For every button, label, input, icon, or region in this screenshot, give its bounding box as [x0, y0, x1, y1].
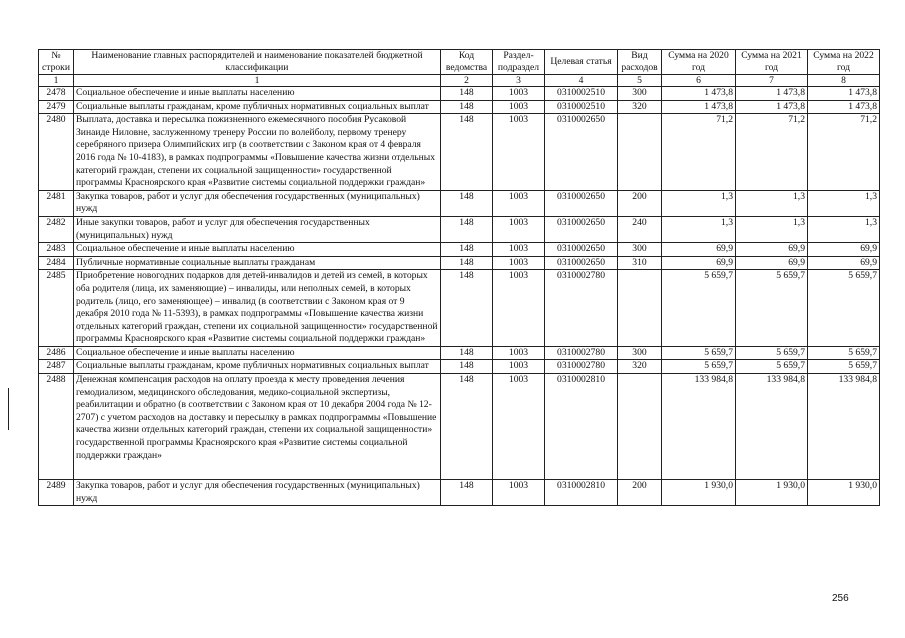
sum-2020: 1 930,0 — [662, 480, 736, 506]
expense-type — [618, 374, 662, 480]
row-number: 2482 — [39, 216, 74, 242]
sum-2022: 1 930,0 — [808, 480, 880, 506]
sum-2022: 1 473,8 — [808, 87, 880, 101]
expense-type: 200 — [618, 480, 662, 506]
target-article: 0310002510 — [545, 87, 618, 101]
expense-type: 200 — [618, 190, 662, 216]
row-number: 2489 — [39, 480, 74, 506]
expense-type: 310 — [618, 256, 662, 270]
table-row — [39, 346, 880, 360]
expense-type: 300 — [618, 243, 662, 257]
row-description: Социальное обеспечение и иные выплаты населению — [74, 243, 441, 257]
header-sum-2022: Сумма на 2022 год — [808, 50, 880, 75]
section-code: 1003 — [493, 243, 545, 257]
target-article: 0310002650 — [545, 256, 618, 270]
dept-code: 148 — [441, 346, 493, 360]
section-code: 1003 — [493, 87, 545, 101]
sum-2022: 5 659,7 — [808, 346, 880, 360]
sum-2021: 1 473,8 — [736, 100, 808, 114]
section-code: 1003 — [493, 216, 545, 242]
target-article: 0310002650 — [545, 243, 618, 257]
column-index: 2 — [441, 75, 493, 87]
target-article: 0310002650 — [545, 190, 618, 216]
sum-2020: 1 473,8 — [662, 100, 736, 114]
sum-2020: 69,9 — [662, 243, 736, 257]
column-index: 7 — [736, 75, 808, 87]
sum-2021: 1,3 — [736, 190, 808, 216]
sum-2022: 69,9 — [808, 256, 880, 270]
row-number: 2478 — [39, 87, 74, 101]
column-index: 4 — [545, 75, 618, 87]
sum-2020: 1,3 — [662, 190, 736, 216]
row-description: Иные закупки товаров, работ и услуг для обеспечения государственных (муниципальных) нужд — [74, 216, 441, 242]
target-article: 0310002810 — [545, 374, 618, 480]
dept-code: 148 — [441, 87, 493, 101]
sum-2021: 5 659,7 — [736, 360, 808, 374]
row-description: Социальное обеспечение и иные выплаты населению — [74, 346, 441, 360]
row-number: 2483 — [39, 243, 74, 257]
row-description: Закупка товаров, работ и услуг для обеспечения государственных (муниципальных) нужд — [74, 480, 441, 506]
table-row — [39, 256, 880, 270]
target-article: 0310002780 — [545, 346, 618, 360]
dept-code: 148 — [441, 216, 493, 242]
table-row — [39, 243, 880, 257]
dept-code: 148 — [441, 480, 493, 506]
column-index-row — [39, 75, 880, 87]
section-code: 1003 — [493, 270, 545, 347]
table-row — [39, 270, 880, 347]
expense-type: 300 — [618, 346, 662, 360]
target-article: 0310002650 — [545, 216, 618, 242]
row-description: Приобретение новогодних подарков для детей-инвалидов и детей из семей, в которых оба родителя (лица, их заменяющие) – инвалиды, или неполных семей, в которых родитель (лицо, его заменяющее) – инвалид (в соответствии с Законом края от 9 декабря 2010 года № 11-5393), в рамках подпрограммы «Повышение качества жизни отдельных категорий граждан, степени их социальной защищенности» государственной программы Красноярского края «Развитие системы социальной поддержки граждан» — [74, 270, 441, 347]
section-code: 1003 — [493, 256, 545, 270]
expense-type — [618, 114, 662, 191]
row-description: Публичные нормативные социальные выплаты гражданам — [74, 256, 441, 270]
header-dept-code: Код ведомства — [441, 50, 493, 75]
sum-2021: 5 659,7 — [736, 346, 808, 360]
header-name: Наименование главных распорядителей и наименование показателей бюджетной классификации — [74, 50, 441, 75]
sum-2020: 69,9 — [662, 256, 736, 270]
row-number: 2479 — [39, 100, 74, 114]
header-section: Раздел-подраздел — [493, 50, 545, 75]
row-description: Социальные выплаты гражданам, кроме публичных нормативных социальных выплат — [74, 360, 441, 374]
row-number: 2485 — [39, 270, 74, 347]
sum-2022: 5 659,7 — [808, 360, 880, 374]
row-description: Социальные выплаты гражданам, кроме публичных нормативных социальных выплат — [74, 100, 441, 114]
header-row — [39, 50, 880, 75]
sum-2022: 1,3 — [808, 216, 880, 242]
sum-2022: 1,3 — [808, 190, 880, 216]
dept-code: 148 — [441, 190, 493, 216]
dept-code: 148 — [441, 114, 493, 191]
table-row — [39, 374, 880, 480]
sum-2021: 1 473,8 — [736, 87, 808, 101]
sum-2020: 71,2 — [662, 114, 736, 191]
sum-2020: 1,3 — [662, 216, 736, 242]
sum-2021: 71,2 — [736, 114, 808, 191]
table-row — [39, 114, 880, 191]
table-row — [39, 190, 880, 216]
row-number: 2480 — [39, 114, 74, 191]
dept-code: 148 — [441, 243, 493, 257]
table-row — [39, 87, 880, 101]
sum-2021: 69,9 — [736, 243, 808, 257]
header-target-article: Целевая статья — [545, 50, 618, 75]
column-index: 1 — [39, 75, 74, 87]
header-expense-type: Вид расходов — [618, 50, 662, 75]
table-row — [39, 100, 880, 114]
sum-2022: 5 659,7 — [808, 270, 880, 347]
row-number: 2488 — [39, 374, 74, 480]
table-row — [39, 360, 880, 374]
target-article: 0310002780 — [545, 270, 618, 347]
sum-2021: 133 984,8 — [736, 374, 808, 480]
row-number: 2481 — [39, 190, 74, 216]
dept-code: 148 — [441, 374, 493, 480]
column-index: 5 — [618, 75, 662, 87]
table-row — [39, 480, 880, 506]
expense-type: 320 — [618, 100, 662, 114]
sum-2020: 5 659,7 — [662, 360, 736, 374]
sum-2022: 71,2 — [808, 114, 880, 191]
sum-2022: 69,9 — [808, 243, 880, 257]
margin-mark — [8, 388, 9, 430]
page-number: 256 — [832, 593, 849, 604]
sum-2021: 1,3 — [736, 216, 808, 242]
sum-2020: 5 659,7 — [662, 346, 736, 360]
sum-2020: 5 659,7 — [662, 270, 736, 347]
expense-type: 300 — [618, 87, 662, 101]
sum-2022: 1 473,8 — [808, 100, 880, 114]
sum-2021: 69,9 — [736, 256, 808, 270]
section-code: 1003 — [493, 346, 545, 360]
expense-type: 320 — [618, 360, 662, 374]
budget-table — [38, 49, 880, 506]
row-description: Закупка товаров, работ и услуг для обеспечения государственных (муниципальных) нужд — [74, 190, 441, 216]
header-row-number: № строки — [39, 50, 74, 75]
sum-2020: 1 473,8 — [662, 87, 736, 101]
section-code: 1003 — [493, 114, 545, 191]
sum-2021: 1 930,0 — [736, 480, 808, 506]
header-sum-2020: Сумма на 2020 год — [662, 50, 736, 75]
dept-code: 148 — [441, 360, 493, 374]
section-code: 1003 — [493, 360, 545, 374]
expense-type — [618, 270, 662, 347]
row-number: 2486 — [39, 346, 74, 360]
target-article: 0310002780 — [545, 360, 618, 374]
dept-code: 148 — [441, 270, 493, 347]
target-article: 0310002650 — [545, 114, 618, 191]
row-description: Денежная компенсация расходов на оплату проезда к месту проведения лечения гемодиализом, медицинского обследования, медико-социальной экспертизы, реабилитации и обратно (в соответствии с Законом края от 10 декабря 2004 года № 12-2707) с учетом расходов на доставку и пересылку в рамках подпрограммы «Повышение качества жизни отдельных категорий граждан, степени их социальной защищенности» государственной программы Красноярского края «Развитие системы социальной поддержки граждан» — [74, 374, 441, 480]
row-number: 2487 — [39, 360, 74, 374]
column-index: 8 — [808, 75, 880, 87]
sum-2021: 5 659,7 — [736, 270, 808, 347]
row-number: 2484 — [39, 256, 74, 270]
column-index: 6 — [662, 75, 736, 87]
dept-code: 148 — [441, 256, 493, 270]
header-sum-2021: Сумма на 2021 год — [736, 50, 808, 75]
column-index: 3 — [493, 75, 545, 87]
dept-code: 148 — [441, 100, 493, 114]
sum-2022: 133 984,8 — [808, 374, 880, 480]
section-code: 1003 — [493, 190, 545, 216]
target-article: 0310002510 — [545, 100, 618, 114]
section-code: 1003 — [493, 480, 545, 506]
column-index: 1 — [74, 75, 441, 87]
expense-type: 240 — [618, 216, 662, 242]
section-code: 1003 — [493, 100, 545, 114]
section-code: 1003 — [493, 374, 545, 480]
target-article: 0310002810 — [545, 480, 618, 506]
sum-2020: 133 984,8 — [662, 374, 736, 480]
row-description: Социальное обеспечение и иные выплаты населению — [74, 87, 441, 101]
row-description: Выплата, доставка и пересылка пожизненного ежемесячного пособия Русаковой Зинаиде Ниловне, заслуженному тренеру России по волейболу, первому тренеру серебряного призера Олимпийских игр (в соответствии с Законом края от 4 февраля 2016 года № 10-4183), в рамках подпрограммы «Повышение качества жизни отдельных категорий граждан, степени их социальной защищенности» государственной программы Красноярского края «Развитие системы социальной поддержки граждан» — [74, 114, 441, 191]
table-row — [39, 216, 880, 242]
